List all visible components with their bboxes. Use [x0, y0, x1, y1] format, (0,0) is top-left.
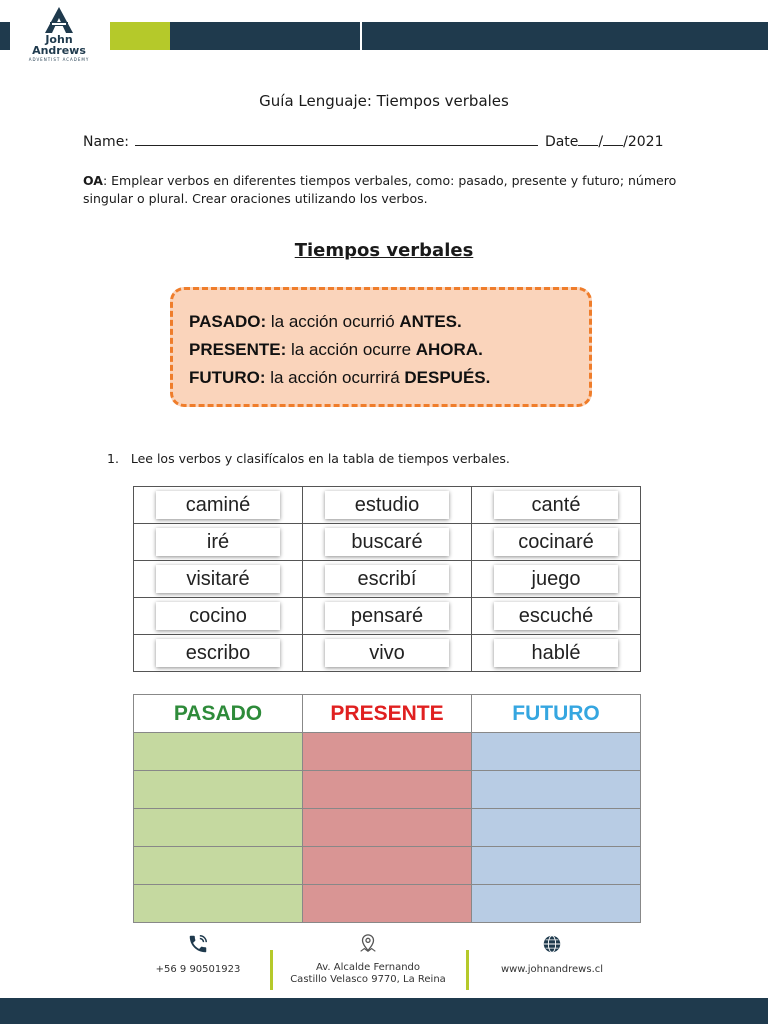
- verb-cell: [472, 635, 641, 672]
- school-logo: [24, 6, 94, 70]
- verb-cell: [472, 524, 641, 561]
- header-bar-divider: [360, 22, 362, 50]
- verb-card[interactable]: buscaré: [325, 528, 449, 556]
- name-blank[interactable]: [135, 133, 538, 146]
- header-bar: [170, 22, 768, 50]
- verb-card[interactable]: escribo: [156, 639, 280, 667]
- header-bar-accent: [110, 22, 170, 50]
- verb-card[interactable]: pensaré: [325, 602, 449, 630]
- verb-card[interactable]: cocinaré: [494, 528, 618, 556]
- exercise-instruction: [107, 451, 667, 466]
- verb-cell: [134, 598, 303, 635]
- verb-cell: [472, 487, 641, 524]
- logo-tagline: ADVENTIST ACADEMY: [28, 57, 90, 62]
- globe-icon: [541, 933, 563, 955]
- logo-name-line1: John: [45, 33, 73, 46]
- answer-cell-pasado[interactable]: [134, 771, 303, 809]
- definition-line: [189, 364, 589, 392]
- definition-text: la acción ocurrirá: [265, 368, 405, 387]
- objective-label: OA: [83, 173, 103, 188]
- verb-cell: [472, 561, 641, 598]
- table-row: [134, 809, 641, 847]
- answer-cell-presente[interactable]: [303, 771, 472, 809]
- verb-cell: [303, 598, 472, 635]
- table-row: [134, 487, 641, 524]
- verb-card[interactable]: canté: [494, 491, 618, 519]
- page-title: Guía Lenguaje: Tiempos verbales: [259, 92, 509, 110]
- verb-card[interactable]: visitaré: [156, 565, 280, 593]
- answer-cell-pasado[interactable]: [134, 809, 303, 847]
- website-link[interactable]: www.johnandrews.cl: [500, 964, 604, 975]
- definition-line: [189, 336, 589, 364]
- exercise-text: Lee los verbos y clasifícalos en la tabla de tiempos verbales.: [130, 451, 510, 466]
- date-label: Date: [544, 134, 579, 150]
- table-row: [134, 733, 641, 771]
- objective-paragraph: [83, 172, 693, 208]
- table-row: [134, 771, 641, 809]
- verb-cell: [134, 635, 303, 672]
- location-icon: [357, 933, 379, 955]
- table-row: [134, 847, 641, 885]
- date-month-blank[interactable]: [603, 133, 623, 146]
- definition-text: la acción ocurrió: [266, 312, 400, 331]
- date-day-blank[interactable]: [578, 133, 598, 146]
- verb-card[interactable]: cocino: [156, 602, 280, 630]
- answer-cell-presente[interactable]: [303, 847, 472, 885]
- footer-address: [282, 933, 454, 986]
- verb-card[interactable]: hablé: [494, 639, 618, 667]
- verb-card[interactable]: vivo: [325, 639, 449, 667]
- header-bar-left: [0, 22, 10, 50]
- table-row: [134, 524, 641, 561]
- verb-card[interactable]: escribí: [325, 565, 449, 593]
- logo-name-line2: Andrews: [32, 44, 86, 57]
- verb-card[interactable]: juego: [494, 565, 618, 593]
- verb-cell: [134, 524, 303, 561]
- answer-cell-pasado[interactable]: [134, 847, 303, 885]
- footer-divider: [466, 950, 469, 990]
- answer-cell-futuro[interactable]: [472, 847, 641, 885]
- address-line1: Av. Alcalde Fernando: [315, 962, 421, 973]
- tense-classification-table: [133, 694, 641, 923]
- verb-cell: [303, 635, 472, 672]
- address-line2: Castillo Velasco 9770, La Reina: [290, 974, 446, 985]
- answer-cell-futuro[interactable]: [472, 733, 641, 771]
- date-year: 2021: [627, 134, 664, 150]
- phone-number[interactable]: +56 9 90501923: [155, 964, 241, 975]
- verb-card[interactable]: iré: [156, 528, 280, 556]
- exercise-number: 1.: [107, 451, 119, 466]
- footer-website: [490, 933, 614, 975]
- date-separator: /: [598, 134, 604, 150]
- date-separator: /: [623, 134, 628, 150]
- definition-emphasis: DESPUÉS.: [404, 368, 491, 387]
- answer-cell-pasado[interactable]: [134, 733, 303, 771]
- table-row: [134, 635, 641, 672]
- definition-emphasis: AHORA.: [415, 340, 483, 359]
- definitions-box: [170, 287, 592, 407]
- table-row: [134, 561, 641, 598]
- verb-card[interactable]: caminé: [156, 491, 280, 519]
- name-label: Name:: [83, 134, 130, 150]
- header-presente: PRESENTE: [303, 695, 472, 733]
- verb-cell: [303, 487, 472, 524]
- definition-line: [189, 308, 589, 336]
- verb-card[interactable]: estudio: [325, 491, 449, 519]
- footer-phone: [148, 933, 248, 975]
- verbs-table: [133, 486, 641, 672]
- verb-cell: [303, 561, 472, 598]
- definition-text: la acción ocurre: [286, 340, 416, 359]
- phone-icon: [187, 933, 209, 955]
- answer-cell-presente[interactable]: [303, 809, 472, 847]
- definition-key: PRESENTE:: [189, 340, 287, 359]
- name-date-line: [83, 133, 683, 150]
- answer-cell-presente[interactable]: [303, 733, 472, 771]
- verb-cell: [303, 524, 472, 561]
- section-title: Tiempos verbales: [294, 240, 474, 261]
- answer-cell-futuro[interactable]: [472, 771, 641, 809]
- verb-cell: [134, 487, 303, 524]
- table-row: [134, 885, 641, 923]
- header-futuro: FUTURO: [472, 695, 641, 733]
- footer-divider: [270, 950, 273, 990]
- answer-cell-futuro[interactable]: [472, 809, 641, 847]
- table-header-row: [134, 695, 641, 733]
- verb-card[interactable]: escuché: [494, 602, 618, 630]
- objective-text: : Emplear verbos en diferentes tiempos verbales, como: pasado, presente y futuro; número singular o plural. Crear oraciones utilizando los verbos.: [83, 173, 677, 206]
- definition-key: FUTURO:: [189, 368, 266, 387]
- definition-emphasis: ANTES.: [399, 312, 462, 331]
- verb-cell: [134, 561, 303, 598]
- header-pasado: PASADO: [134, 695, 303, 733]
- answer-cell-pasado[interactable]: [134, 885, 303, 923]
- verb-cell: [472, 598, 641, 635]
- table-row: [134, 598, 641, 635]
- footer-bar: [0, 998, 768, 1024]
- answer-cell-futuro[interactable]: [472, 885, 641, 923]
- answer-cell-presente[interactable]: [303, 885, 472, 923]
- definition-key: PASADO:: [189, 312, 267, 331]
- logo-a-icon: [44, 6, 74, 34]
